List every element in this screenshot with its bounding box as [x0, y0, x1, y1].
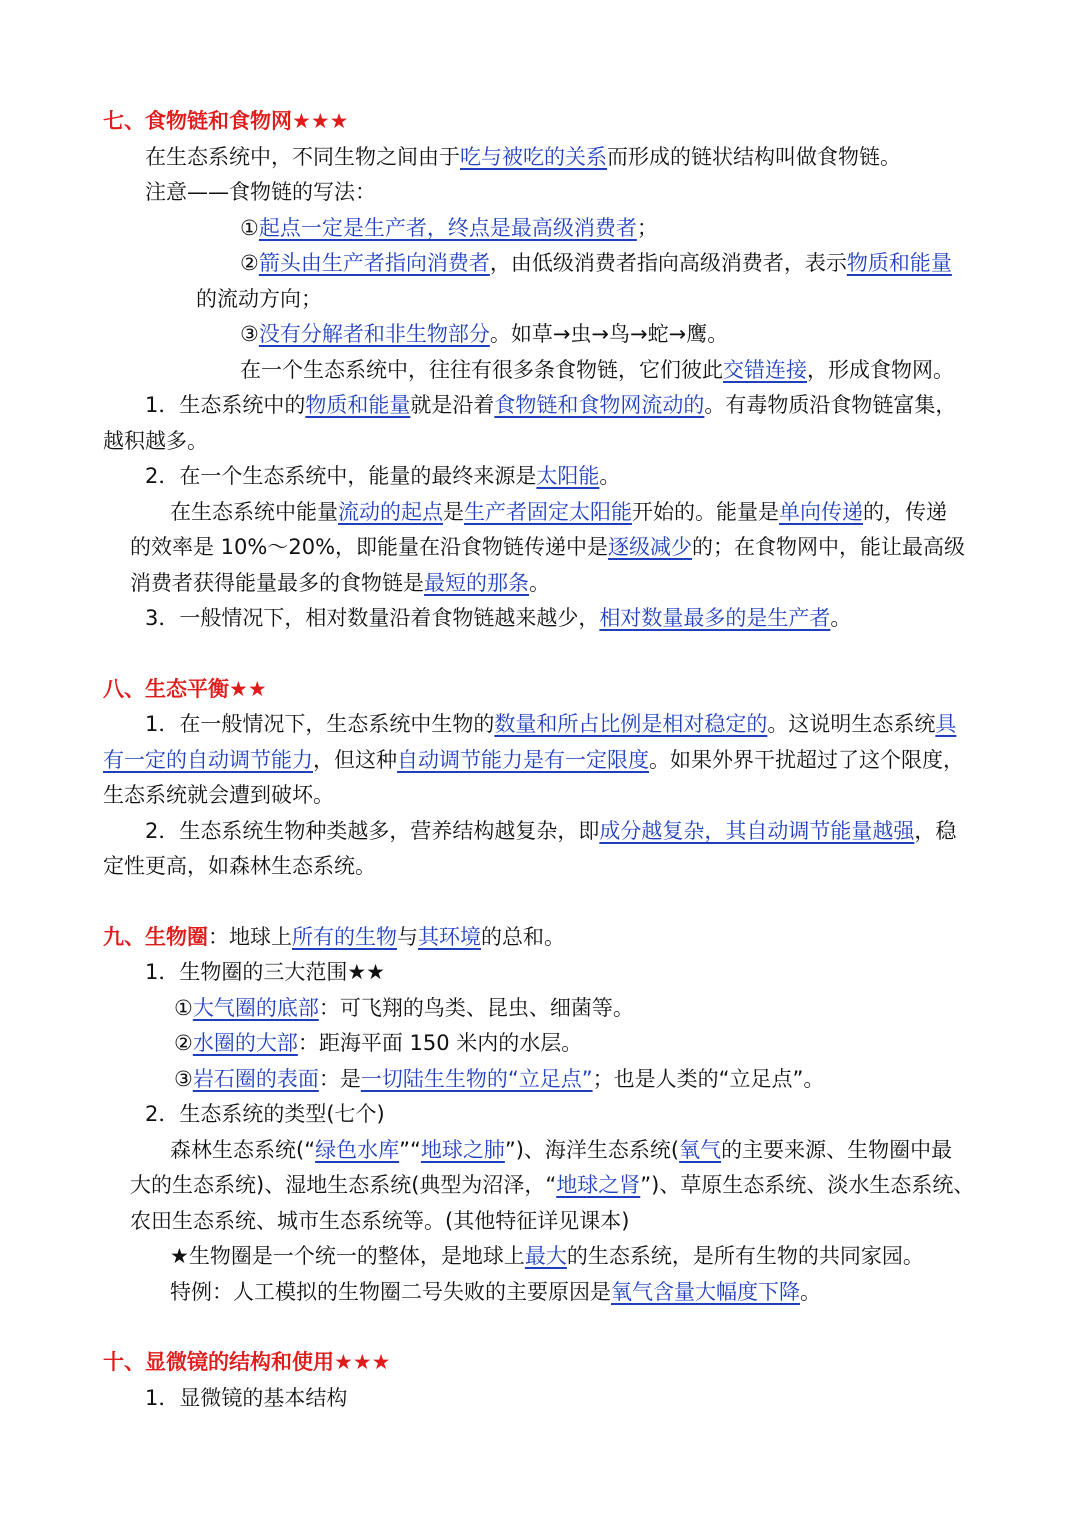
list-item: 1．显微镜的基本结构 [145, 1385, 348, 1410]
paragraph: 特例：人工模拟的生物圈二号失败的主要原因是氧气含量大幅度下降。 [170, 1279, 821, 1304]
paragraph: 森林生态系统(“绿色水库”“地球之肺”)、海洋生态系统(氧气的主要来源、生物圈中最 [170, 1137, 953, 1162]
note-item: ①起点一定是生产者，终点是最高级消费者； [240, 215, 658, 240]
list-item-continued: 越积越多。 [103, 428, 208, 453]
list-item-continued: 生态系统就会遭到破坏。 [103, 783, 334, 807]
sub-item: ③岩石圈的表面：是一切陆生生物的“立足点”；也是人类的“立足点”。 [174, 1066, 825, 1091]
paragraph: 在生态系统中，不同生物之间由于吃与被吃的关系而形成的链状结构叫做食物链。 [145, 144, 901, 169]
paragraph-continued: 的效率是 10%～20%，即能量在沿食物链传递中是逐级减少的；在食物网中，能让最高级 [130, 535, 966, 559]
document-page [0, 104, 1080, 1416]
list-item: 2．生态系统的类型(七个) [145, 1102, 385, 1126]
paragraph-continued: 大的生态系统)、湿地生态系统(典型为沼泽，“地球之肾”)、草原生态系统、淡水生态系统、 [130, 1173, 975, 1197]
list-item: 1．在一般情况下，生态系统中生物的数量和所占比例是相对稳定的。这说明生态系统具 [145, 712, 957, 736]
section-10-title: 十、显微镜的结构和使用★★★ [103, 1350, 391, 1374]
note-item-continued: 的流动方向； [196, 286, 322, 311]
paragraph: 在一个生态系统中，往往有很多条食物链，它们彼此交错连接，形成食物网。 [240, 357, 954, 382]
note-heading: 注意——食物链的写法： [145, 180, 376, 204]
paragraph: 在生态系统中能量流动的起点是生产者固定太阳能开始的。能量是单向传递的，传递 [170, 499, 947, 524]
section-7-title: 七、食物链和食物网★★★ [103, 109, 349, 133]
sub-item: ①大气圈的底部：可飞翔的鸟类、昆虫、细菌等。 [174, 995, 634, 1020]
list-item: 3．一般情况下，相对数量沿着食物链越来越少，相对数量最多的是生产者。 [145, 606, 852, 630]
paragraph-continued: 农田生态系统、城市生态系统等。(其他特征详见课本) [130, 1208, 630, 1233]
list-item-continued: 有一定的自动调节能力，但这种自动调节能力是有一定限度。如果外界干扰超过了这个限度， [103, 747, 964, 772]
sub-item: ②水圈的大部：距海平面 150 米内的水层。 [174, 1031, 583, 1055]
list-item: 1．生物圈的三大范围★★ [145, 960, 386, 984]
list-item: 2．生态系统生物种类越多，营养结构越复杂，即成分越复杂，其自动调节能量越强，稳 [145, 818, 957, 843]
list-item-continued: 定性更高，如森林生态系统。 [103, 854, 376, 878]
list-item: 1．生态系统中的物质和能量就是沿着食物链和食物网流动的。有毒物质沿食物链富集， [145, 393, 957, 417]
note-item: ③没有分解者和非生物部分。如草→虫→鸟→蛇→鹰。 [240, 322, 729, 346]
section-8-title: 八、生态平衡★★ [103, 676, 267, 701]
paragraph-continued: 消费者获得能量最多的食物链是最短的那条。 [130, 570, 550, 595]
list-item: 2．在一个生态系统中，能量的最终来源是太阳能。 [145, 464, 621, 488]
section-9-title-line: 九、生物圈：地球上所有的生物与其环境的总和。 [103, 924, 565, 949]
paragraph: ★生物圈是一个统一的整体，是地球上最大的生态系统，是所有生物的共同家园。 [170, 1244, 924, 1268]
note-item: ②箭头由生产者指向消费者，由低级消费者指向高级消费者，表示物质和能量 [240, 251, 952, 275]
